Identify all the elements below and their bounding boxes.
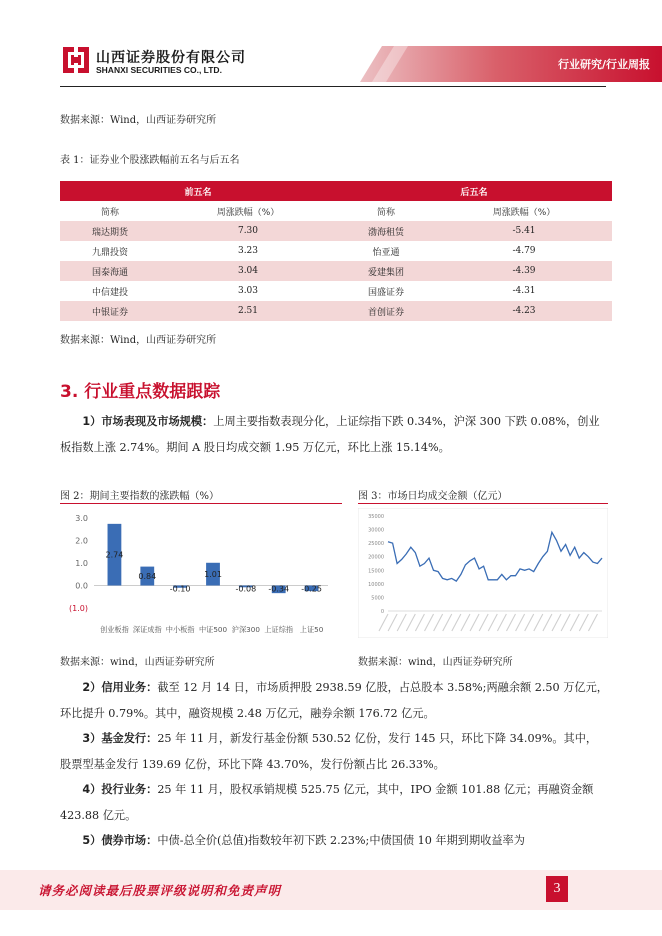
data-label: -0.08 (235, 584, 257, 594)
table1-caption: 表 1：证券业个股涨跌幅前五名与后五名 (60, 155, 240, 166)
category-label: 创业板指 (100, 625, 129, 634)
paragraph-ib (60, 777, 608, 829)
left-value: 2.51 (160, 301, 336, 321)
report-category: 行业研究/行业周报 (557, 58, 650, 71)
table-row (60, 261, 612, 281)
left-name: 九鼎投资 (60, 241, 160, 261)
left-value: 3.03 (160, 281, 336, 301)
right-value: -4.79 (436, 241, 612, 261)
right-name: 爱建集团 (336, 261, 436, 281)
paragraph-text: 25 年 11 月，股权承销规模 525.75 亿元，其中，IPO 金额 101.88 亿元；再融资金额 423.88 亿元。 (60, 783, 594, 822)
ranking-table (60, 181, 612, 321)
turnover-line-chart (358, 508, 608, 638)
company-name-en: SHANXI SECURITIES CO., LTD. (96, 65, 222, 75)
col-name-left: 简称 (60, 201, 160, 221)
right-value: -4.23 (436, 301, 612, 321)
data-label: 1.01 (204, 570, 222, 580)
fig3-caption: 图 3：市场日均成交金额（亿元） (358, 491, 508, 502)
source-note-top: 数据来源：Wind，山西证券研究所 (60, 115, 217, 126)
left-name: 瑞达期货 (60, 221, 160, 241)
data-label: -0.34 (268, 584, 290, 594)
category-label: 上证50 (299, 625, 324, 634)
col-name-right: 简称 (336, 201, 436, 221)
right-name: 国盛证券 (336, 281, 436, 301)
y-tick-label: 0.0 (75, 581, 88, 591)
y-tick-label: 0 (380, 609, 384, 615)
right-name: 首创证券 (336, 301, 436, 321)
data-label: 2.74 (105, 550, 124, 560)
col-change-right: 周涨跌幅（%） (436, 201, 612, 221)
paragraph-label: 2）信用业务： (82, 681, 158, 694)
table-row (60, 241, 612, 261)
left-name: 中信建投 (60, 281, 160, 301)
y-tick-label: 5000 (371, 595, 384, 602)
fig2-caption: 图 2：期间主要指数的涨跌幅（%） (60, 491, 220, 502)
right-value: -4.31 (436, 281, 612, 301)
header-rule (60, 86, 606, 87)
right-name: 渤海租赁 (336, 221, 436, 241)
chart-frame (358, 508, 608, 638)
right-name: 怡亚通 (336, 241, 436, 261)
paragraph-credit (60, 675, 608, 727)
paragraph-bond (60, 828, 608, 854)
y-tick-label: 1.0 (75, 559, 88, 568)
data-label: -0.25 (301, 584, 322, 594)
paragraph-fund (60, 726, 608, 778)
paragraph-text: 25 年 11 月，新发行基金份额 530.52 亿份，发行 145 只，环比下降 34.09%。其中，股票型基金发行 139.69 亿份，环比下降 43.70%，发行份额占比 26.33%。 (60, 732, 598, 771)
category-label: 中小板指 (165, 625, 195, 634)
table-row (60, 221, 612, 241)
group-top-five: 前五名 (60, 181, 336, 201)
y-tick-label: 2.0 (75, 536, 88, 546)
footer-disclaimer: 请务必阅读最后股票评级说明和免责声明 (38, 883, 282, 898)
page-number: 3 (546, 876, 568, 902)
paragraph-label: 4）投行业务： (82, 783, 158, 796)
y-tick-label: 20000 (368, 554, 384, 561)
y-tick-label: 10000 (368, 581, 384, 588)
category-label: 中证500 (198, 625, 228, 634)
category-label: 沪深300 (231, 625, 260, 634)
category-label: 上证综指 (264, 625, 294, 634)
left-value: 3.04 (160, 261, 336, 281)
y-tick-label: (1.0) (69, 604, 88, 613)
fig2-rule (60, 503, 342, 504)
fig3-rule (358, 503, 608, 504)
paragraph-text: 截至 12 月 14 日，市场质押股 2938.59 亿股，占总股本 3.58%;两融余额 2.50 万亿元，环比提升 0.79%。其中，融资规模 2.48 万亿元，融券余额 176.72 亿元。 (60, 681, 608, 720)
table-row (60, 301, 612, 321)
table-row (60, 281, 612, 301)
y-tick-label: 35000 (368, 514, 384, 520)
paragraph-text: 上周主要指数表现分化，上证综指下跌 0.34%，沪深 300 下跌 0.08%，创业板指数上涨 2.74%。期间 A 股日均成交额 1.95 万亿元，环比上涨 15.14%。 (60, 415, 600, 454)
paragraph-label: 1）市场表现及市场规模： (82, 415, 214, 428)
table1-source: 数据来源：Wind，山西证券研究所 (60, 335, 217, 346)
y-tick-label: 25000 (368, 541, 384, 548)
index-change-bar-chart (60, 508, 342, 638)
data-label: -0.10 (169, 584, 191, 594)
paragraph-text: 中债-总全价(总值)指数较年初下跌 2.23%;中债国债 10 年期到期收益率为 (157, 834, 525, 847)
data-label: 0.84 (138, 572, 157, 582)
group-bottom-five: 后五名 (336, 181, 612, 201)
fig3-source: 数据来源：wind，山西证券研究所 (358, 657, 513, 668)
y-tick-label: 15000 (368, 568, 384, 575)
paragraph-market (60, 409, 608, 461)
y-tick-label: 3.0 (75, 514, 88, 523)
right-value: -5.41 (436, 221, 612, 241)
col-change-left: 周涨跌幅（%） (160, 201, 336, 221)
paragraph-label: 3）基金发行： (82, 732, 158, 745)
section-title: 3. 行业重点数据跟踪 (60, 382, 221, 402)
left-value: 3.23 (160, 241, 336, 261)
left-name: 中银证券 (60, 301, 160, 321)
left-name: 国泰海通 (60, 261, 160, 281)
left-value: 7.30 (160, 221, 336, 241)
right-value: -4.39 (436, 261, 612, 281)
paragraph-label: 5）债券市场： (82, 834, 158, 847)
company-name-cn: 山西证券股份有限公司 (96, 50, 246, 66)
company-logo-icon (62, 46, 90, 74)
y-tick-label: 30000 (368, 527, 384, 534)
fig2-source: 数据来源：wind，山西证券研究所 (60, 657, 215, 668)
category-label: 深证成指 (132, 625, 162, 634)
